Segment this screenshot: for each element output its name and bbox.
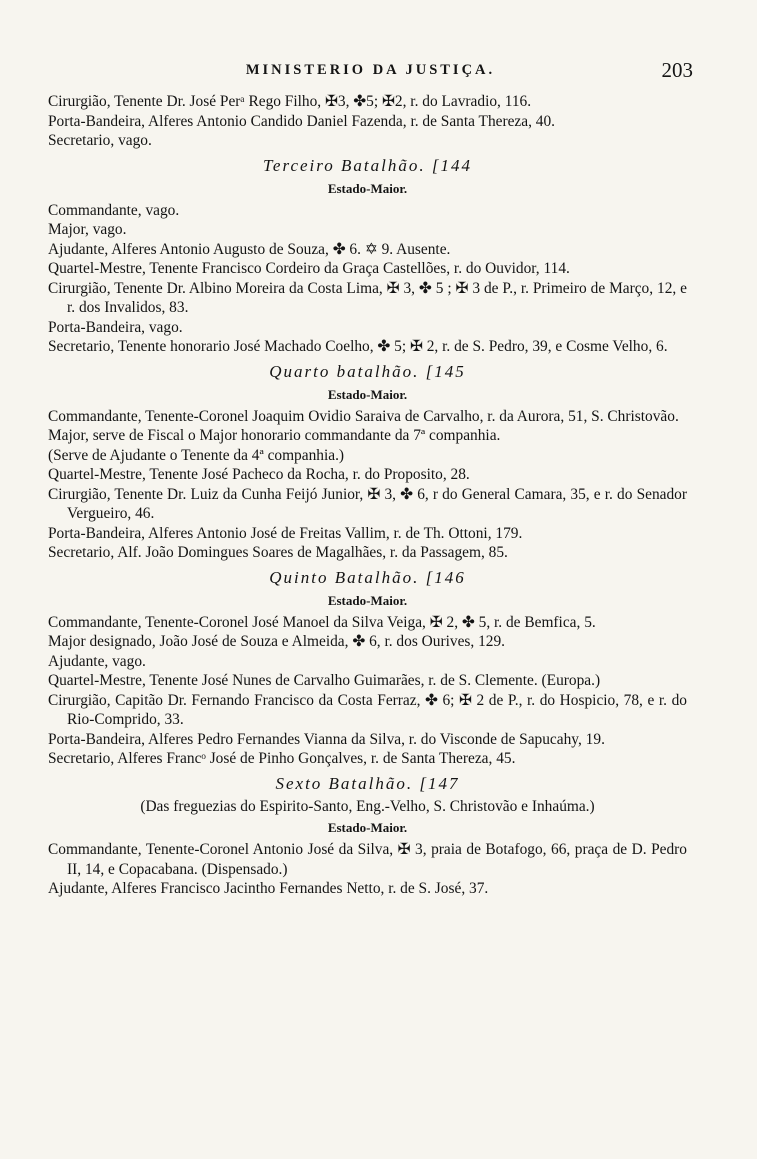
section-title: Sexto Batalhão. [147: [275, 773, 460, 793]
entry: Major, vago.: [48, 221, 127, 238]
top-entries: [48, 92, 687, 151]
entry: Quartel-Mestre, Tenente Francisco Cordeiro da Graça Castellões, r. do Ouvidor, 114.: [48, 260, 570, 277]
section-subhead: Estado-Maior.: [327, 180, 408, 196]
page-number: 203: [661, 58, 693, 82]
entry: Ajudante, Alferes Francisco Jacintho Fernandes Netto, r. de S. José, 37.: [48, 880, 489, 897]
page-header: [48, 60, 693, 84]
entry: Commandante, Tenente-Coronel Joaquim Ovidio Saraiva de Carvalho, r. da Aurora, 51, S. Christovão.: [48, 407, 679, 425]
entry: Porta-Bandeira, Alferes Pedro Fernandes Vianna da Silva, r. do Visconde de Sapucahy, 19.: [48, 730, 605, 748]
entry: Commandante, Tenente-Coronel José Manoel da Silva Veiga, ✠ 2, ✤ 5, r. de Bemfica, 5.: [48, 613, 596, 631]
entry: Porta-Bandeira, Alferes Antonio Candido Daniel Fazenda, r. de Santa Thereza, 40.: [48, 112, 556, 130]
entry: Major designado, João José de Souza e Almeida, ✤ 6, r. dos Ourives, 129.: [48, 633, 506, 650]
section-quinto-batalhao: [48, 567, 687, 769]
entry: Cirurgião, Capitão Dr. Fernando Francisco da Costa Ferraz, ✤ 6; ✠ 2 de P., r. do Hospicio, 78, e r. do Rio-Comprido, 33.: [48, 691, 687, 728]
entry: Cirurgião, Tenente Dr. Albino Moreira da Costa Lima, ✠ 3, ✤ 5 ; ✠ 3 de P., r. Primeiro de Março, 12, e r. dos Invalidos, 83.: [48, 279, 687, 316]
entry: Secretario, vago.: [48, 132, 152, 149]
entry: Ajudante, vago.: [48, 652, 146, 670]
section-title: Terceiro Batalhão. [144: [263, 155, 472, 175]
entry: Porta-Bandeira, vago.: [48, 318, 183, 336]
entry: Quartel-Mestre, Tenente José Nunes de Carvalho Guimarães, r. de S. Clemente. (Europa.): [48, 672, 601, 689]
entry: Secretario, Alferes Francᵒ José de Pinho Gonçalves, r. de Santa Thereza, 45.: [48, 750, 516, 767]
section-subhead: Estado-Maior.: [327, 592, 408, 608]
entry: Secretario, Alf. João Domingues Soares de Magalhães, r. da Passagem, 85.: [48, 544, 508, 561]
entry: Quartel-Mestre, Tenente José Pacheco da Rocha, r. do Proposito, 28.: [48, 466, 470, 483]
entry: Ajudante, Alferes Antonio Augusto de Souza, ✤ 6. ✡ 9. Ausente.: [48, 240, 451, 258]
section-note: (Das freguezias do Espirito-Santo, Eng.-Velho, S. Christovão e Inhaúma.): [140, 797, 595, 815]
section-terceiro-batalhao: [48, 155, 687, 357]
entry: Cirurgião, Tenente Dr. José Perᵃ Rego Filho, ✠3, ✤5; ✠2, r. do Lavradio, 116.: [48, 93, 532, 110]
entry: Cirurgião, Tenente Dr. Luiz da Cunha Feijó Junior, ✠ 3, ✤ 6, r do General Camara, 35, e r. do Senador Vergueiro, 46.: [48, 485, 687, 522]
section-title: Quinto Batalhão. [146: [269, 567, 466, 587]
running-head: MINISTERIO DA JUSTIÇA.: [245, 62, 496, 78]
page-body: [48, 92, 687, 899]
section-quarto-batalhao: [48, 361, 687, 563]
entry: Porta-Bandeira, Alferes Antonio José de Freitas Vallim, r. de Th. Ottoni, 179.: [48, 524, 523, 542]
entry: (Serve de Ajudante o Tenente da 4ª companhia.): [48, 446, 345, 464]
entry: Secretario, Tenente honorario José Machado Coelho, ✤ 5; ✠ 2, r. de S. Pedro, 39, e Cosme Velho, 6.: [48, 338, 668, 355]
section-title: Quarto batalhão. [145: [269, 361, 466, 381]
entry: Major, serve de Fiscal o Major honorario commandante da 7ª companhia.: [48, 427, 501, 444]
section-subhead: Estado-Maior.: [327, 820, 408, 835]
entry: Commandante, vago.: [48, 201, 180, 219]
section-sexto-batalhao: [48, 773, 687, 899]
section-subhead: Estado-Maior.: [327, 386, 408, 402]
entry: Commandante, Tenente-Coronel Antonio José da Silva, ✠ 3, praia de Botafogo, 66, praça de D. Pedro II, 14, e Copacabana. (Dispensado.): [48, 841, 687, 878]
